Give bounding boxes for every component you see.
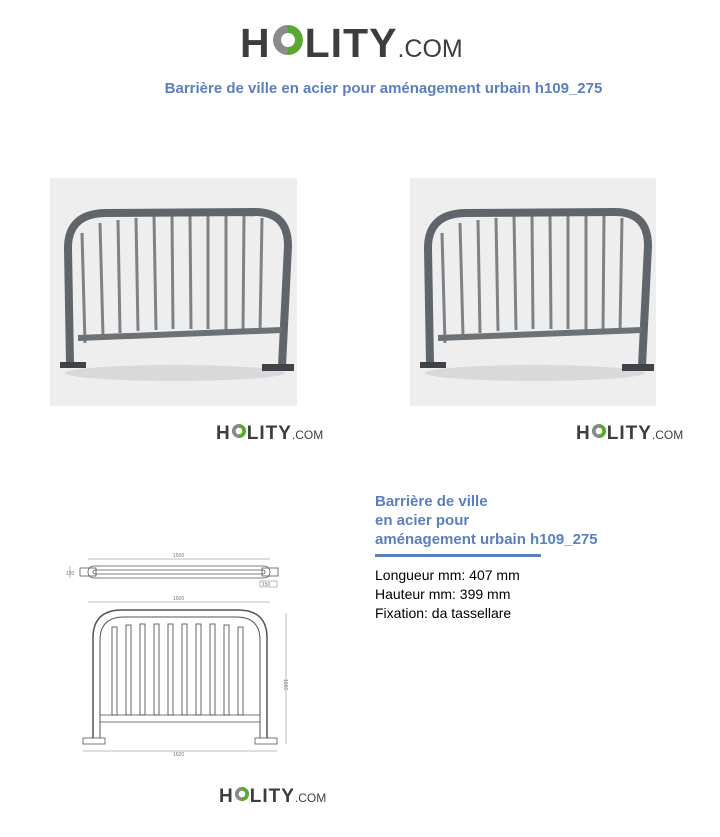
logo-letter-h: H xyxy=(216,423,231,444)
technical-drawing[interactable] xyxy=(60,548,300,763)
logo-letter-h: H xyxy=(240,20,271,66)
logo-o-icon xyxy=(271,23,305,57)
dim-depth: 120 xyxy=(66,571,75,577)
product-title xyxy=(375,492,675,549)
logo-domain: .COM xyxy=(291,428,324,442)
logo-domain: .COM xyxy=(294,791,327,805)
spec-height: Hauteur mm: 399 mm xyxy=(375,586,511,602)
holity-logo-small[interactable] xyxy=(216,423,323,445)
product-photo-angle[interactable] xyxy=(410,178,656,406)
product-title-line: Barrière de ville xyxy=(375,493,488,510)
holity-logo-small[interactable] xyxy=(219,786,326,808)
page-title: Barrière de ville en acier pour aménagement urbain h109_275 xyxy=(164,80,603,97)
holity-logo-small[interactable] xyxy=(576,423,683,445)
logo-domain: .COM xyxy=(397,35,463,63)
logo-domain: .COM xyxy=(651,428,684,442)
logo-letter-h: H xyxy=(219,786,234,807)
product-title-line: aménagement urbain h109_275 xyxy=(375,531,598,548)
logo-o-icon xyxy=(591,423,607,439)
product-specs xyxy=(375,566,520,623)
logo-letters-lity: LITY xyxy=(246,423,292,444)
dim-top-width: 1500 xyxy=(173,553,185,559)
dim-base-depth: 150 xyxy=(262,582,271,588)
spec-length: Longueur mm: 407 mm xyxy=(375,567,520,583)
product-title-line: en acier pour xyxy=(375,512,470,529)
logo-letters-lity: LITY xyxy=(606,423,652,444)
logo-letters-lity: LITY xyxy=(249,786,295,807)
logo-letter-h: H xyxy=(576,423,591,444)
spec-fixing: Fixation: da tassellare xyxy=(375,605,512,621)
dim-height: 1000 xyxy=(282,679,288,691)
logo-o-icon xyxy=(234,786,250,802)
product-photo-front[interactable] xyxy=(50,178,297,406)
logo-o-icon xyxy=(231,423,247,439)
dim-base-width: 1620 xyxy=(173,752,185,758)
logo-letters-lity: LITY xyxy=(304,20,398,66)
holity-logo[interactable] xyxy=(240,20,463,67)
title-underline xyxy=(375,554,541,557)
dim-front-width: 1500 xyxy=(173,596,185,602)
